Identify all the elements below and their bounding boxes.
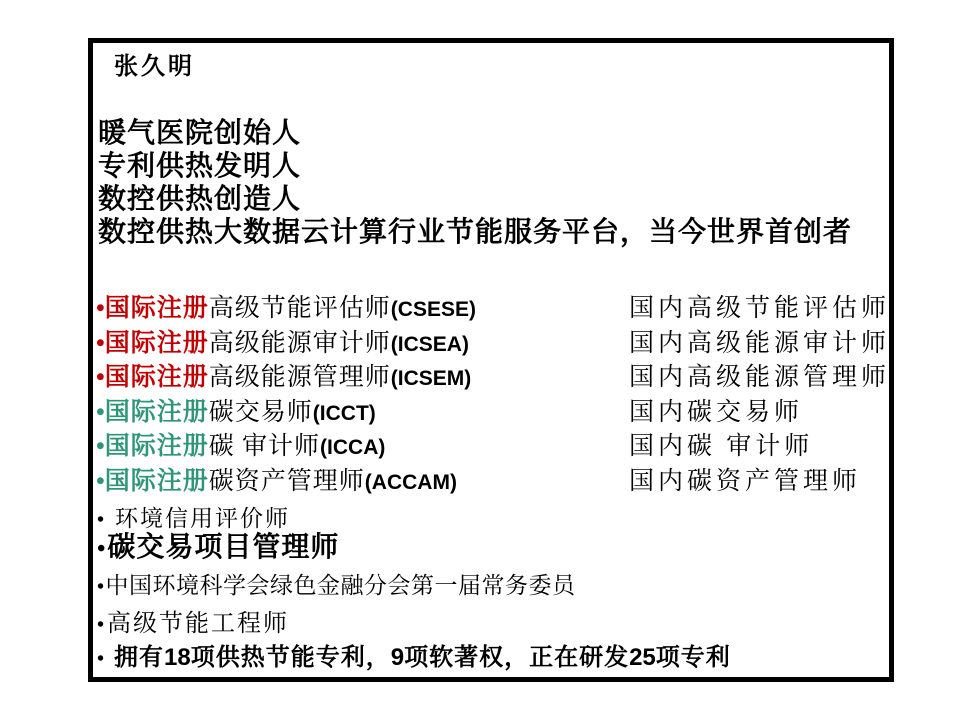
credential-row bbox=[96, 465, 885, 500]
patents-line bbox=[97, 637, 731, 672]
domestic-credential: 国内高级能源审计师 bbox=[629, 329, 891, 357]
extra-credential-row bbox=[97, 603, 289, 638]
extra-credential-label: 高级节能工程师 bbox=[107, 611, 290, 637]
credential-row bbox=[96, 430, 885, 465]
domestic-credential: 国内碳交易师 bbox=[629, 398, 804, 426]
bullet-icon: • bbox=[96, 295, 105, 322]
bullet-icon: • bbox=[97, 536, 107, 562]
domestic-credential: 国内高级节能评估师 bbox=[629, 295, 891, 322]
intl-registered-label: 国际注册 bbox=[104, 364, 209, 392]
page-title: 张久明 bbox=[114, 54, 195, 80]
slide-frame bbox=[88, 38, 894, 682]
credential-code: (ICCT) bbox=[312, 401, 376, 425]
bullet-icon: • bbox=[97, 509, 107, 531]
credential-title: 碳资产管理师 bbox=[208, 467, 365, 495]
credential-code: (ICSEM) bbox=[390, 367, 472, 391]
bullet-icon: • bbox=[97, 576, 105, 598]
credential-code: (ICCA) bbox=[320, 436, 386, 460]
intl-registered-label: 国际注册 bbox=[104, 433, 209, 461]
bullet-icon: • bbox=[96, 467, 105, 495]
intl-registered-label: 国际注册 bbox=[104, 398, 209, 426]
intro-block bbox=[98, 117, 852, 249]
credential-title: 碳 审计师 bbox=[208, 433, 321, 461]
credential-row bbox=[96, 396, 885, 431]
credential-title: 高级能源管理师 bbox=[208, 364, 391, 392]
intl-registered-label: 国际注册 bbox=[104, 467, 209, 495]
credential-code: (ACCAM) bbox=[364, 470, 457, 494]
bullet-icon: • bbox=[96, 364, 105, 392]
credential-row bbox=[96, 292, 891, 327]
domestic-credential: 国内碳 审计师 bbox=[629, 433, 814, 461]
extra-credential-label: 碳交易项目管理师 bbox=[107, 532, 340, 563]
intl-registered-label: 国际注册 bbox=[104, 295, 209, 322]
bullet-icon: • bbox=[96, 398, 105, 426]
intro-line: 数控供热创造人 bbox=[98, 184, 302, 215]
bullet-icon: • bbox=[96, 433, 105, 461]
domestic-credential: 国内高级能源管理师 bbox=[629, 364, 891, 392]
credential-row bbox=[96, 327, 891, 362]
pending-patent-count: 25 bbox=[629, 644, 656, 671]
patents-text: 项专利 bbox=[655, 645, 731, 671]
extra-credential-label: 环境信用评价师 bbox=[115, 506, 291, 531]
software-copyright-count: 9 bbox=[390, 644, 405, 671]
credential-title: 高级节能评估师 bbox=[208, 295, 391, 322]
credential-title: 高级能源审计师 bbox=[208, 329, 391, 357]
intro-line: 专利供热发明人 bbox=[98, 151, 302, 182]
intl-registered-label: 国际注册 bbox=[104, 329, 209, 357]
intro-line: 数控供热大数据云计算行业节能服务平台，当今世界首创者 bbox=[98, 217, 853, 248]
extra-credential-row bbox=[97, 525, 339, 565]
patents-text: 拥有 bbox=[114, 645, 165, 671]
bullet-icon: • bbox=[96, 329, 105, 357]
intro-line: 暖气医院创始人 bbox=[98, 118, 302, 149]
credential-code: (CSESE) bbox=[390, 298, 476, 321]
credential-row bbox=[96, 361, 891, 396]
credential-title: 碳交易师 bbox=[208, 398, 313, 426]
bullet-icon: • bbox=[97, 614, 107, 636]
extra-credential-row bbox=[97, 567, 576, 600]
extra-credential-label: 中国环境科学会绿色金融分会第一届常务委员 bbox=[105, 573, 576, 598]
patents-text: 项供热节能专利， bbox=[190, 645, 391, 671]
bullet-icon: • bbox=[97, 648, 106, 670]
patent-count: 18 bbox=[164, 644, 191, 671]
credential-code: (ICSEA) bbox=[390, 332, 469, 356]
credentials-list bbox=[96, 292, 891, 500]
patents-text: 项软著权，正在研发 bbox=[404, 645, 630, 671]
domestic-credential: 国内碳资产管理师 bbox=[629, 467, 862, 495]
